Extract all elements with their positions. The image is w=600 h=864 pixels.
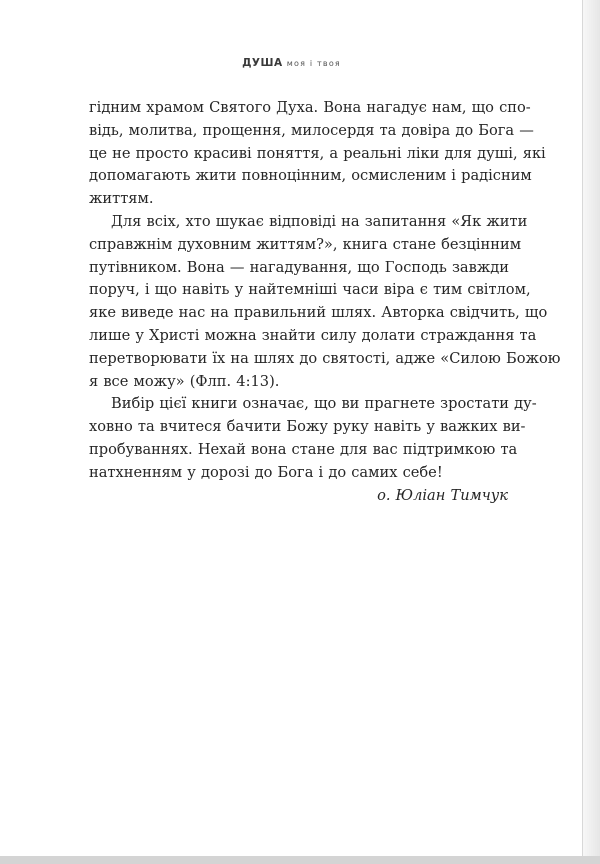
text-line: гідним храмом Святого Духа. Вона нагадує нам, що спо- xyxy=(89,99,531,116)
text-line: це не просто красиві поняття, а реальні ліки для душі, які xyxy=(89,144,546,162)
text-line: відь, молитва, прощення, милосердя та довіра до Бога — xyxy=(89,121,534,139)
paragraph-1 xyxy=(89,97,546,211)
text-line: путівником. Вона — нагадування, що Господь завжди xyxy=(89,258,509,276)
text-line: Для всіх, хто шукає відповіді на запитання «Як жити xyxy=(111,212,528,230)
author-signature: о. Юліан Тимчук xyxy=(377,486,508,504)
text-line: поруч, і що навіть у найтемніші часи віра є тим світлом, xyxy=(89,281,531,299)
paragraph-2 xyxy=(89,211,561,393)
text-line: перетворювати їх на шлях до святості, адже «Силою Божою xyxy=(89,349,561,367)
text-line: Вибір цієї книги означає, що ви прагнете зростати ду- xyxy=(111,395,537,413)
running-header-title: ДУША xyxy=(242,57,283,69)
running-header-subtitle: моя і твоя xyxy=(286,59,341,68)
bottom-edge xyxy=(0,856,600,864)
text-line: я все можу» (Флп. 4:13). xyxy=(89,372,280,390)
text-line: допомагають жити повноцінним, осмисленим і радісним xyxy=(89,167,532,185)
text-line: яке виведе нас на правильний шлях. Авторка свідчить, що xyxy=(89,304,548,322)
text-line: справжнім духовним життям?», книга стане безцінним xyxy=(89,235,522,253)
text-line: натхненням у дорозі до Бога і до самих себе! xyxy=(89,463,443,481)
body-text xyxy=(89,97,561,507)
page-edge xyxy=(583,0,600,864)
text-line: лише у Христі можна знайти силу долати страждання та xyxy=(89,326,537,344)
text-line: життям. xyxy=(89,190,154,208)
text-line: ховно та вчитеся бачити Божу руку навіть у важких ви- xyxy=(89,418,526,436)
paragraph-3 xyxy=(89,393,537,484)
text-line: пробуваннях. Нехай вона стане для вас підтримкою та xyxy=(89,440,518,458)
running-header xyxy=(0,57,583,69)
